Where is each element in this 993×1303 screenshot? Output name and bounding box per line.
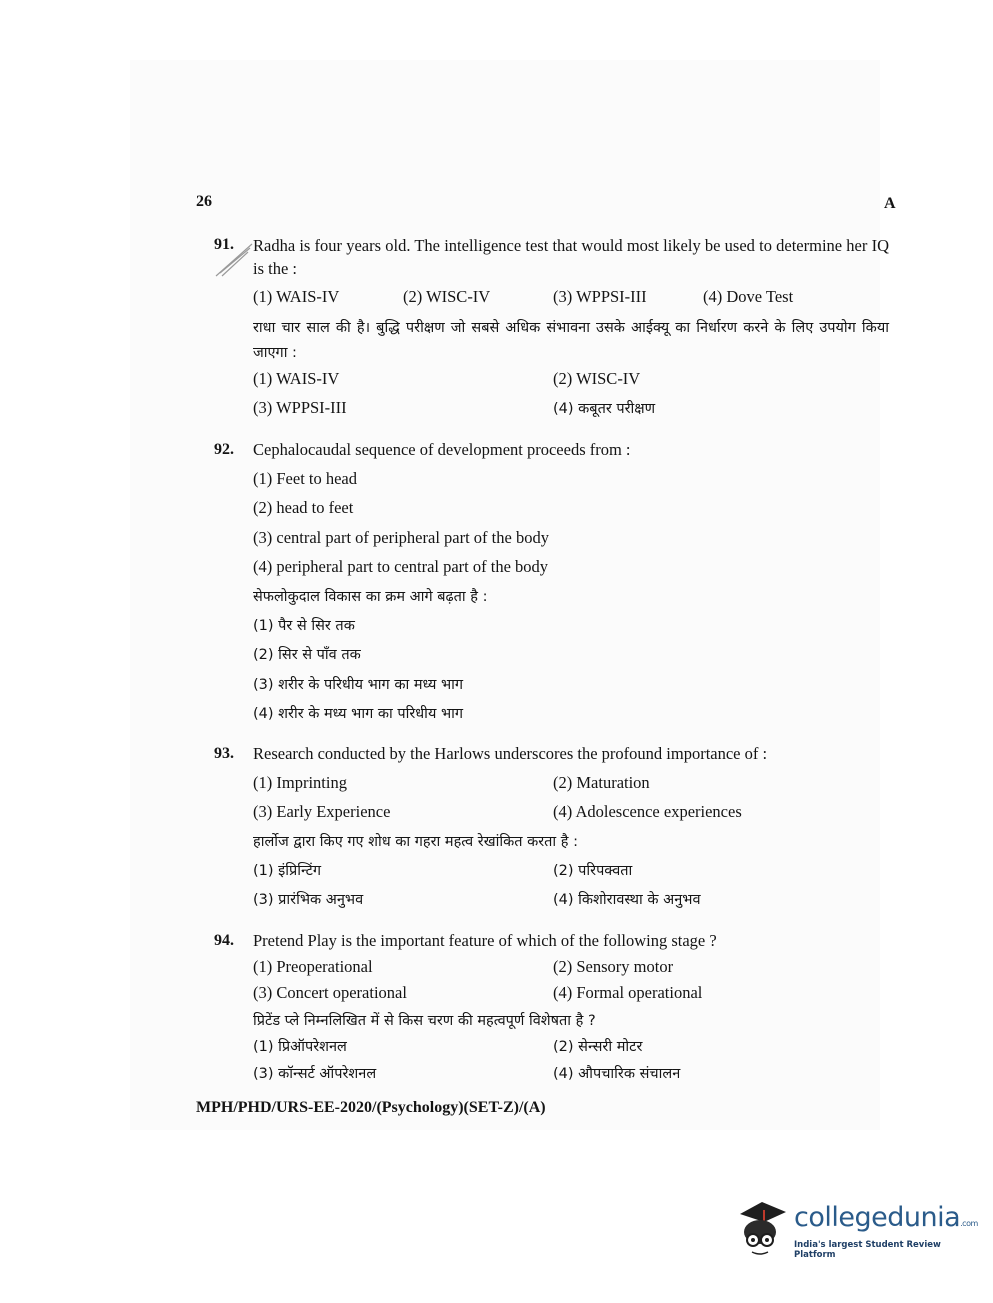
option-en: (4) Formal operational: [553, 983, 703, 1002]
question-stem-hi: सेफलोकुदाल विकास का क्रम आगे बढ़ता है :: [253, 589, 488, 605]
page-number: 26: [196, 193, 212, 210]
option-hi: (1) इंप्रिन्टिंग: [253, 863, 322, 879]
question-stem-hi: प्रिटेंड प्ले निम्नलिखित में से किस चरण की महत्वपूर्ण विशेषता है ?: [253, 1013, 596, 1029]
question-stem-hi: हार्लोज द्वारा किए गए शोध का गहरा महत्व रेखांकित करता है :: [253, 834, 578, 850]
option-hi: (3) प्रारंभिक अनुभव: [253, 892, 364, 908]
option-en: (4) Dove Test: [703, 287, 794, 306]
question-stem-en: Radha is four years old. The intelligence test that would most likely be used to determine her IQ is the :: [253, 236, 889, 278]
question-stem-hi: राधा चार साल की है। बुद्धि परीक्षण जो सबसे अधिक संभावना उसके आईक्यू का निर्धारण करने के लिए उपयोग किया जाएगा :: [253, 320, 889, 361]
option-hi: (4) कबूतर परीक्षण: [553, 401, 656, 417]
option-en: (4) Adolescence experiences: [553, 802, 742, 821]
option-en: (1) WAIS-IV: [253, 287, 340, 306]
option-en: (2) Maturation: [553, 773, 650, 792]
option-en: (3) central part of peripheral part of the body: [253, 528, 549, 547]
option-hi: (2) सेन्सरी मोटर: [553, 1039, 643, 1055]
option-hi: (1) पैर से सिर तक: [253, 618, 355, 634]
option-hi: (3) कॉन्सर्ट ऑपरेशनल: [253, 1066, 377, 1082]
option-en: (3) Concert operational: [253, 983, 407, 1002]
brand-tagline: India's largest Student Review Platform: [794, 1240, 941, 1260]
question-number: 94.: [214, 932, 234, 949]
option-en: (3) Early Experience: [253, 802, 391, 821]
question-stem-en: Cephalocaudal sequence of development proceeds from :: [253, 440, 631, 459]
option-en: (2) head to feet: [253, 498, 354, 517]
collegedunia-logo: [734, 1196, 978, 1266]
question-stem-en: Pretend Play is the important feature of which of the following stage ?: [253, 931, 717, 950]
option-hi: (4) किशोरावस्था के अनुभव: [553, 892, 701, 908]
option-en: (2) WISC-IV: [403, 287, 491, 306]
option-hi: (2) परिपक्वता: [553, 863, 633, 879]
option-en: (4) peripheral part to central part of the body: [253, 557, 549, 576]
option-hi: (2) सिर से पाँव तक: [253, 647, 361, 663]
bleed-through-background: [130, 60, 880, 1130]
option-hi: (3) शरीर के परिधीय भाग का मध्य भाग: [253, 677, 464, 693]
option-hi: (4) औपचारिक संचालन: [553, 1066, 681, 1082]
set-letter: A: [884, 195, 896, 212]
option-hi: (3) WPPSI-III: [253, 398, 347, 417]
brand-name: collegedunia.com: [794, 1202, 978, 1233]
mascot-icon: [734, 1196, 792, 1258]
option-en: (1) Imprinting: [253, 773, 347, 792]
option-hi: (1) प्रिऑपरेशनल: [253, 1039, 347, 1055]
option-en: (3) WPPSI-III: [553, 287, 647, 306]
option-en: (1) Feet to head: [253, 469, 358, 488]
option-hi: (4) शरीर के मध्य भाग का परिधीय भाग: [253, 706, 464, 722]
option-en: (2) Sensory motor: [553, 957, 674, 976]
option-en: (1) Preoperational: [253, 957, 373, 976]
question-number: 92.: [214, 441, 234, 458]
question-number: 91.: [214, 236, 234, 253]
question-number: 93.: [214, 745, 234, 762]
question-stem-en: Research conducted by the Harlows underscores the profound importance of :: [253, 744, 768, 763]
option-hi: (1) WAIS-IV: [253, 369, 340, 388]
footer-code: MPH/PHD/URS-EE-2020/(Psychology)(SET-Z)/(A): [196, 1099, 546, 1116]
option-hi: (2) WISC-IV: [553, 369, 641, 388]
